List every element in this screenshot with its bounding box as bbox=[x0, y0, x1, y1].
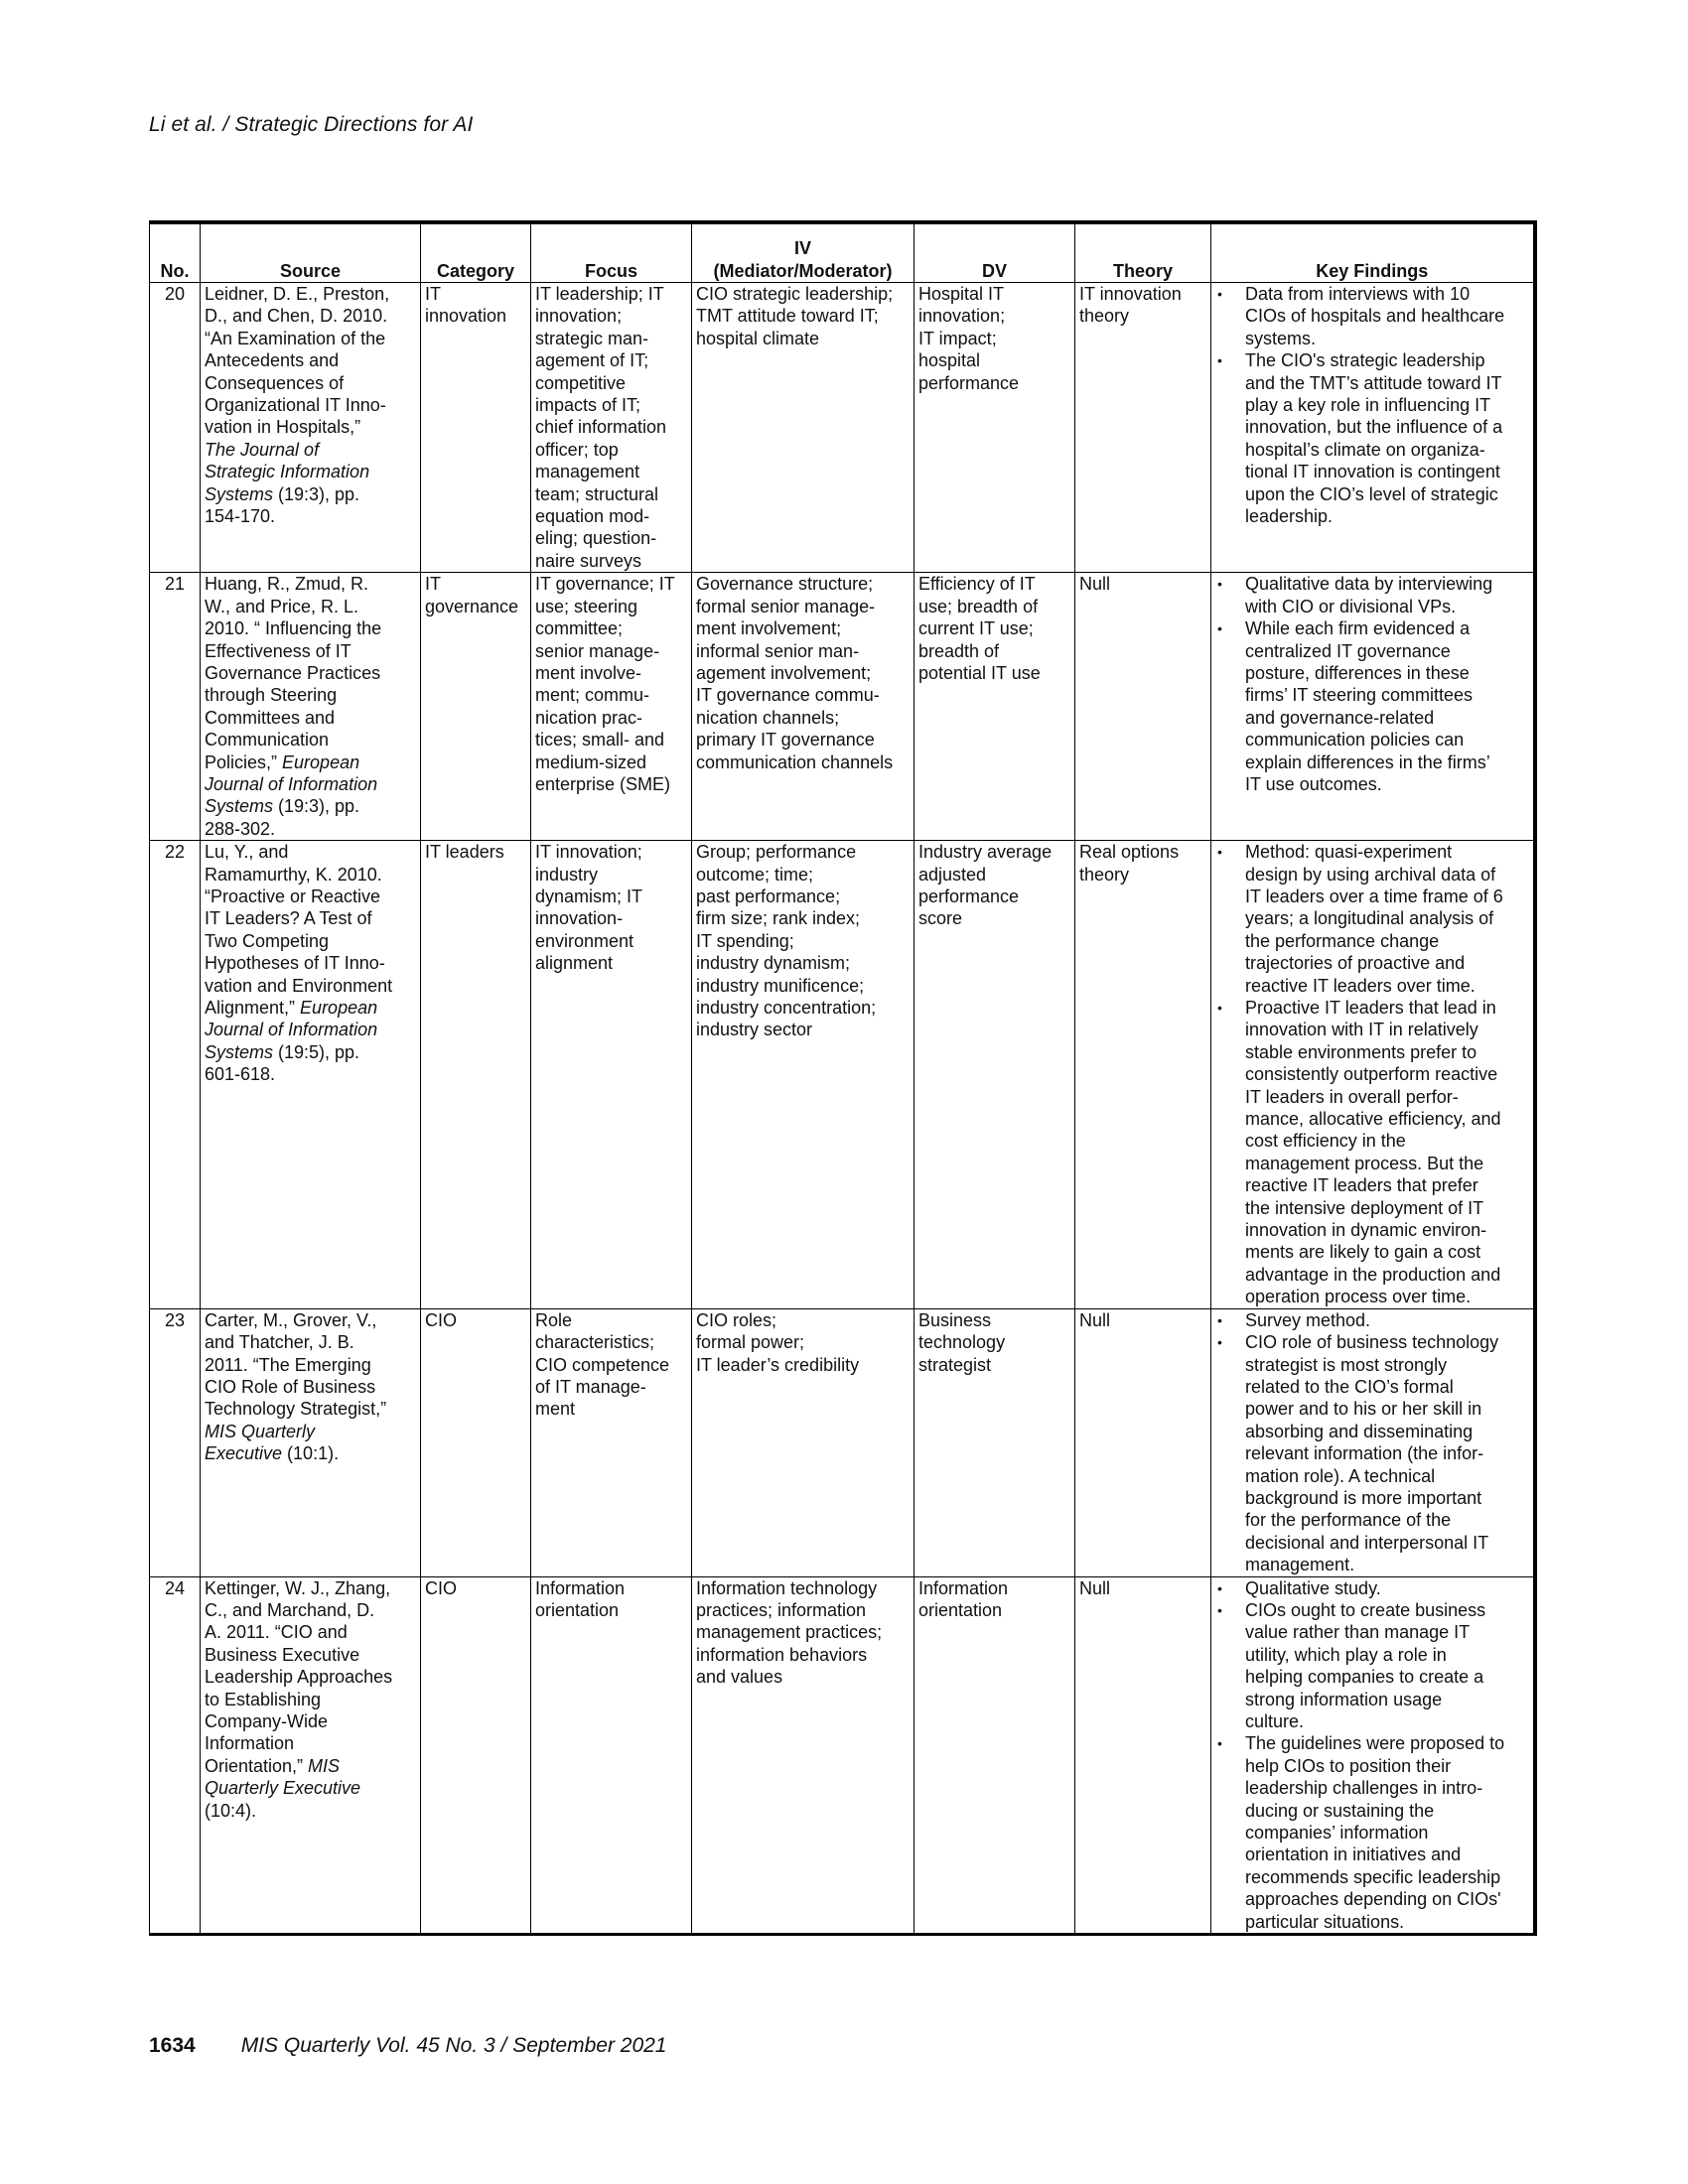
cell-source bbox=[201, 283, 421, 573]
table-body bbox=[150, 283, 1535, 1935]
cell-key-findings bbox=[1211, 1308, 1535, 1576]
source-text: Huang, R., Zmud, R. W., and Price, R. L. 2010. “ Influencing the Effectiveness of IT Governance Practices through Steering Committees and Communication Policies,” bbox=[205, 574, 382, 772]
cell-focus: Role characteristics; CIO competence of IT manage- ment bbox=[531, 1308, 692, 1576]
column-header-source: Source bbox=[201, 222, 421, 283]
source-text: Carter, M., Grover, V., and Thatcher, J. B. 2011. “The Emerging CIO Role of Business Technology Strategist,” bbox=[205, 1309, 387, 1420]
table-header-row bbox=[150, 222, 1535, 283]
cell-no: 22 bbox=[150, 841, 201, 1309]
source-volume: (19:5), pp. 601-618. bbox=[205, 1041, 360, 1085]
finding-item: • Proactive IT leaders that lead in innovation with IT in relatively stable environments prefer to consistently outperform reactive IT leaders in overall perfor- mance, allocative efficiency, and cost efficiency in the management process. But the reactive IT leaders that prefer the intensive deployment of IT innovation in dynamic environ- ments are likely to gain a cost advantage in the production and operation process over time. bbox=[1215, 997, 1529, 1308]
cell-category: CIO bbox=[421, 1576, 531, 1935]
cell-category: CIO bbox=[421, 1308, 531, 1576]
finding-item: • The CIO's strategic leadership and the TMT’s attitude toward IT play a key role in influencing IT innovation, but the influence of a hospital’s climate on organiza- tional IT innovation is contingent upon the CIO’s level of strategic leadership. bbox=[1215, 349, 1529, 527]
cell-dv: Efficiency of IT use; breadth of current IT use; breadth of potential IT use bbox=[914, 573, 1075, 841]
cell-source bbox=[201, 841, 421, 1309]
source-volume: (10:4). bbox=[205, 1800, 257, 1821]
cell-source bbox=[201, 1576, 421, 1935]
table-row bbox=[150, 1308, 1535, 1576]
cell-source bbox=[201, 573, 421, 841]
column-header-dv: DV bbox=[914, 222, 1075, 283]
cell-category: IT governance bbox=[421, 573, 531, 841]
source-volume: (19:3), pp. 154-170. bbox=[205, 483, 360, 527]
journal-citation: MIS Quarterly Vol. 45 No. 3 / September 2021 bbox=[240, 2034, 667, 2057]
finding-item: • Qualitative study. bbox=[1215, 1577, 1529, 1599]
column-header-theory: Theory bbox=[1075, 222, 1211, 283]
cell-focus: IT leadership; IT innovation; strategic man- agement of IT; competitive impacts of IT; chief information officer; top management team; structural equation mod- eling; question- naire surveys bbox=[531, 283, 692, 573]
source-journal: MIS Quarterly Executive bbox=[205, 1755, 361, 1799]
findings-list bbox=[1215, 573, 1529, 795]
cell-focus: IT innovation; industry dynamism; IT innovation- environment alignment bbox=[531, 841, 692, 1309]
cell-dv: Business technology strategist bbox=[914, 1308, 1075, 1576]
cell-theory: Null bbox=[1075, 1308, 1211, 1576]
cell-focus: Information orientation bbox=[531, 1576, 692, 1935]
cell-iv: Governance structure; formal senior manage- ment involvement; informal senior man- agement involvement; IT governance commu- nication channels; primary IT governance communication channels bbox=[692, 573, 914, 841]
source-volume: (10:1). bbox=[282, 1443, 340, 1464]
cell-iv: CIO strategic leadership; TMT attitude toward IT; hospital climate bbox=[692, 283, 914, 573]
source-journal: European Journal of Information Systems bbox=[205, 998, 378, 1062]
cell-iv: Information technology practices; information management practices; information behaviors and values bbox=[692, 1576, 914, 1935]
finding-item: • Method: quasi-experiment design by using archival data of IT leaders over a time frame of 6 years; a longitudinal analysis of the performance change trajectories of proactive and reactive IT leaders over time. bbox=[1215, 841, 1529, 997]
table-row bbox=[150, 1576, 1535, 1935]
cell-dv: Information orientation bbox=[914, 1576, 1075, 1935]
findings-list bbox=[1215, 283, 1529, 527]
column-header-category: Category bbox=[421, 222, 531, 283]
findings-list bbox=[1215, 1577, 1529, 1934]
cell-no: 21 bbox=[150, 573, 201, 841]
cell-theory: Real options theory bbox=[1075, 841, 1211, 1309]
cell-key-findings bbox=[1211, 841, 1535, 1309]
column-header-focus: Focus bbox=[531, 222, 692, 283]
finding-item: • While each firm evidenced a centralized IT governance posture, differences in these firms’ IT steering committees and governance-related communication policies can explain differences in the firms’ IT use outcomes. bbox=[1215, 617, 1529, 795]
page-number: 1634 bbox=[149, 2034, 196, 2057]
cell-key-findings bbox=[1211, 573, 1535, 841]
cell-key-findings bbox=[1211, 283, 1535, 573]
literature-table bbox=[149, 220, 1537, 1936]
finding-item: • The guidelines were proposed to help CIOs to position their leadership challenges in intro- ducing or sustaining the companies’ information orientation in initiatives and recommends specific leadership approaches depending on CIOs' particular situations. bbox=[1215, 1732, 1529, 1933]
page-footer bbox=[149, 2034, 667, 2058]
source-text: Leidner, D. E., Preston, D., and Chen, D. 2010. “An Examination of the Antecedents and Consequences of Organizational IT Inno- vation in Hospitals,” bbox=[205, 284, 390, 438]
cell-dv: Industry average adjusted performance score bbox=[914, 841, 1075, 1309]
finding-item: • CIOs ought to create business value rather than manage IT utility, which play a role in helping companies to create a strong information usage culture. bbox=[1215, 1599, 1529, 1732]
cell-no: 24 bbox=[150, 1576, 201, 1935]
cell-theory: IT innovation theory bbox=[1075, 283, 1211, 573]
table-row bbox=[150, 283, 1535, 573]
cell-theory: Null bbox=[1075, 1576, 1211, 1935]
running-head: Li et al. / Strategic Directions for AI bbox=[149, 113, 474, 136]
column-header-no: No. bbox=[150, 222, 201, 283]
source-journal: The Journal of Strategic Information Systems bbox=[205, 439, 370, 504]
cell-iv: Group; performance outcome; time; past performance; firm size; rank index; IT spending; industry dynamism; industry munificence; industry concentration; industry sector bbox=[692, 841, 914, 1309]
table-row bbox=[150, 573, 1535, 841]
source-journal: MIS Quarterly Executive bbox=[205, 1421, 316, 1464]
cell-category: IT leaders bbox=[421, 841, 531, 1309]
cell-focus: IT governance; IT use; steering committee; senior manage- ment involve- ment; commu- nication prac- tices; small- and medium-sized enterprise (SME) bbox=[531, 573, 692, 841]
findings-list bbox=[1215, 1309, 1529, 1576]
cell-source bbox=[201, 1308, 421, 1576]
source-text: Lu, Y., and Ramamurthy, K. 2010. “Proactive or Reactive IT Leaders? A Test of Two Competing Hypotheses of IT Inno- vation and Environment Alignment,” bbox=[205, 842, 393, 1018]
source-journal: European Journal of Information Systems bbox=[205, 751, 378, 817]
cell-dv: Hospital IT innovation; IT impact; hospital performance bbox=[914, 283, 1075, 573]
finding-item: • Data from interviews with 10 CIOs of hospitals and healthcare systems. bbox=[1215, 283, 1529, 349]
source-volume: (19:3), pp. 288-302. bbox=[205, 796, 360, 839]
finding-item: • Survey method. bbox=[1215, 1309, 1529, 1331]
findings-list bbox=[1215, 841, 1529, 1308]
table-row bbox=[150, 841, 1535, 1309]
finding-item: • Qualitative data by interviewing with CIO or divisional VPs. bbox=[1215, 573, 1529, 617]
cell-key-findings bbox=[1211, 1576, 1535, 1935]
finding-item: • CIO role of business technology strategist is most strongly related to the CIO’s formal power and to his or her skill in absorbing and disseminating relevant information (the infor- mation role). A technical background is more important for the performance of the decisional and interpersonal IT management. bbox=[1215, 1331, 1529, 1575]
cell-category: IT innovation bbox=[421, 283, 531, 573]
column-header-key-findings: Key Findings bbox=[1211, 222, 1535, 283]
source-text: Kettinger, W. J., Zhang, C., and Marchand, D. A. 2011. “CIO and Business Executive Leadership Approaches to Establishing Company-Wide Information Orientation,” bbox=[205, 1577, 393, 1776]
column-header-iv: IV (Mediator/Moderator) bbox=[692, 222, 914, 283]
cell-theory: Null bbox=[1075, 573, 1211, 841]
cell-no: 20 bbox=[150, 283, 201, 573]
cell-no: 23 bbox=[150, 1308, 201, 1576]
cell-iv: CIO roles; formal power; IT leader’s credibility bbox=[692, 1308, 914, 1576]
